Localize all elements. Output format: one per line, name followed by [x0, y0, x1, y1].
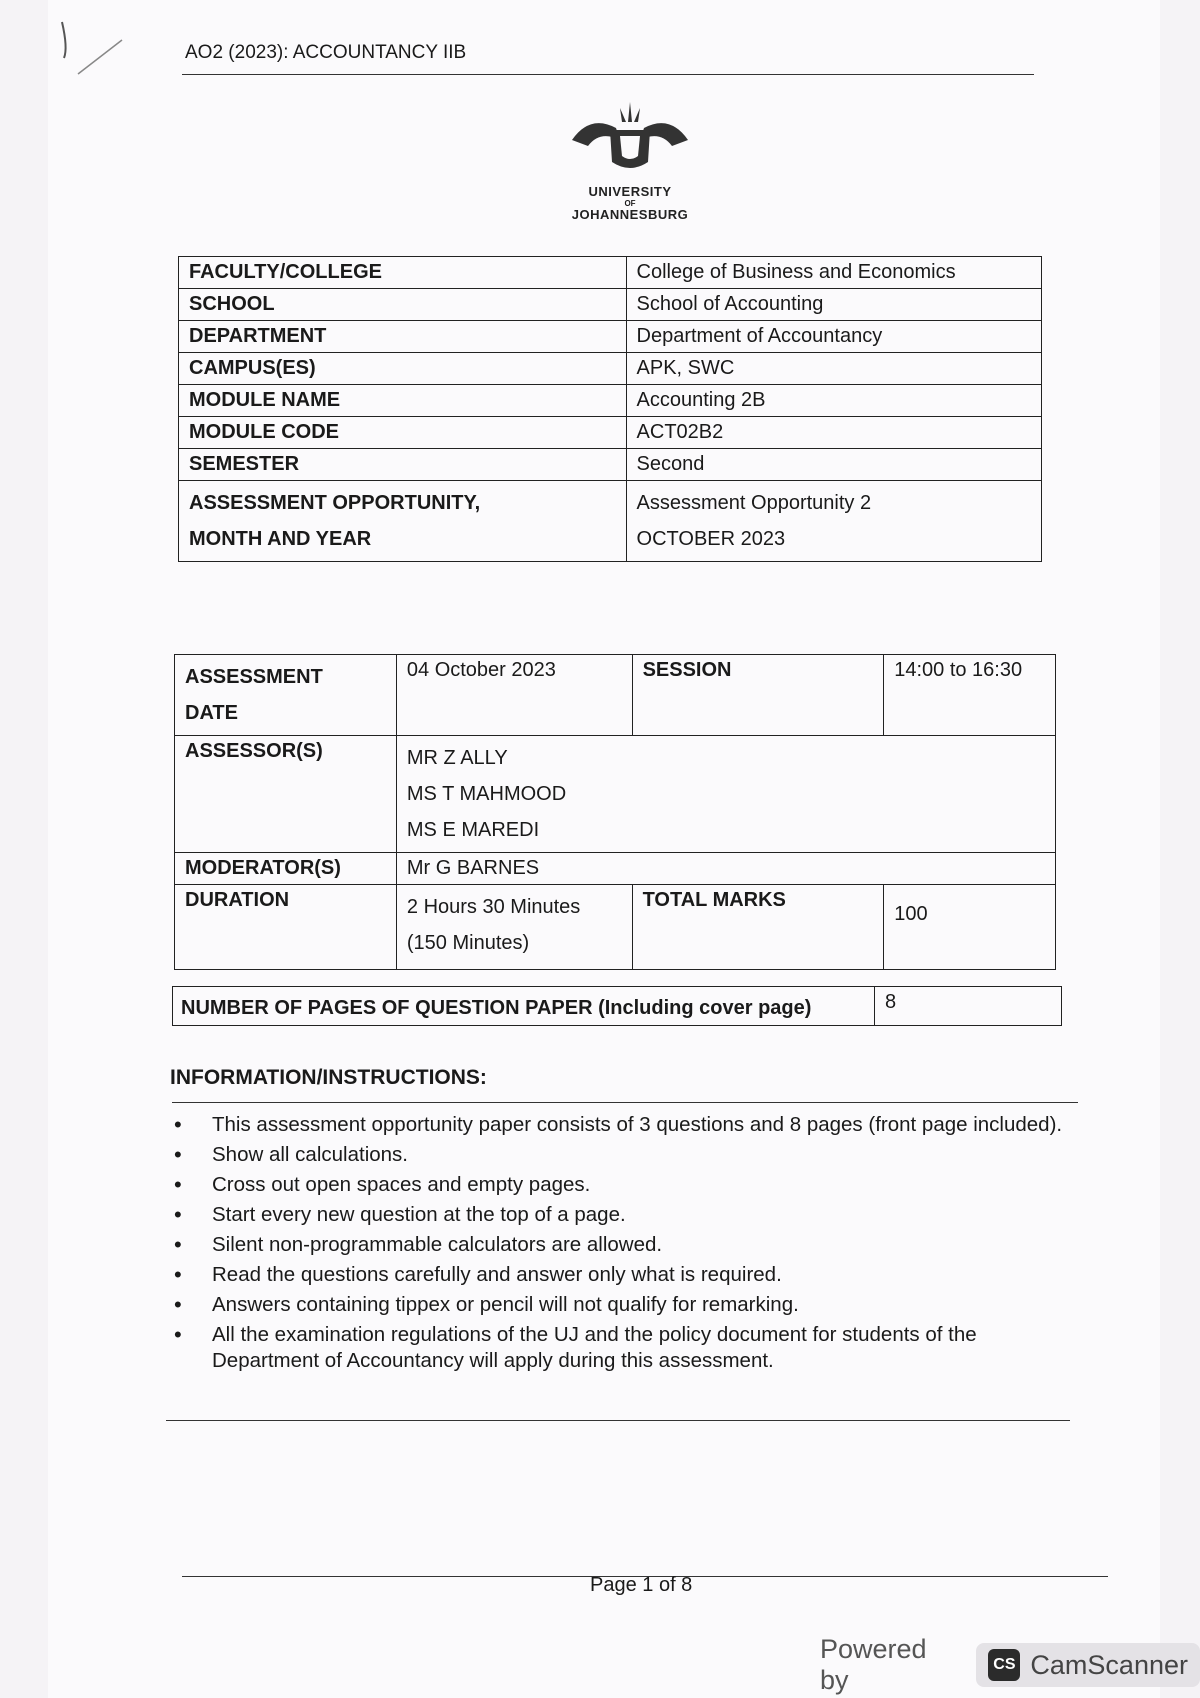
- instructions-list: [172, 1112, 1072, 1378]
- instruction-text: Answers containing tippex or pencil will not qualify for remarking.: [212, 1293, 799, 1316]
- instructions-heading: INFORMATION/INSTRUCTIONS:: [170, 1066, 487, 1089]
- bullet-icon: •: [174, 1262, 182, 1287]
- instruction-text: All the examination regulations of the UJ and the policy document for students of the Department of Accountancy will apply during this assessment.: [212, 1323, 977, 1372]
- instruction-text: Read the questions carefully and answer only what is required.: [212, 1263, 782, 1286]
- opportunity-label-line1: ASSESSMENT OPPORTUNITY,: [189, 492, 481, 514]
- table-row: [179, 321, 1042, 353]
- assessor-name: MS E MAREDI: [406, 819, 540, 841]
- table-row: [175, 853, 1056, 885]
- table-row: [179, 449, 1042, 481]
- duration-value-line1: 2 Hours 30 Minutes: [406, 896, 581, 918]
- opportunity-value-line1: Assessment Opportunity 2: [636, 492, 872, 514]
- campus-value: APK, SWC: [626, 353, 1041, 385]
- instruction-text: This assessment opportunity paper consists of 3 questions and 8 pages (front page included).: [212, 1113, 1063, 1136]
- bullet-icon: •: [174, 1202, 182, 1227]
- module-name-value: Accounting 2B: [626, 385, 1041, 417]
- moderator-value: Mr G BARNES: [396, 853, 1055, 885]
- bullet-icon: •: [174, 1322, 182, 1347]
- list-item: [172, 1322, 1072, 1374]
- bullet-icon: •: [174, 1292, 182, 1317]
- table-row: [179, 417, 1042, 449]
- number-of-pages-box: [172, 986, 1062, 1026]
- bullet-icon: •: [174, 1172, 182, 1197]
- module-code-value: ACT02B2: [626, 417, 1041, 449]
- list-item: [172, 1142, 1072, 1168]
- camscanner-watermark: [820, 1634, 1200, 1696]
- camscanner-badge: [976, 1643, 1200, 1687]
- list-item: [172, 1292, 1072, 1318]
- assessor-name: MR Z ALLY: [406, 747, 508, 769]
- logo-line-johannesburg: JOHANNESBURG: [571, 207, 689, 222]
- table-row: [175, 655, 1056, 736]
- crest-icon: [560, 100, 700, 180]
- table-row: [179, 289, 1042, 321]
- opportunity-value: [626, 481, 1041, 562]
- school-label: SCHOOL: [179, 289, 627, 321]
- assessors-value: [396, 736, 1055, 853]
- instructions-rule-bottom: [166, 1420, 1070, 1421]
- session-value: 14:00 to 16:30: [884, 655, 1056, 736]
- module-code-label: MODULE CODE: [179, 417, 627, 449]
- assessor-name: MS T MAHMOOD: [406, 783, 567, 805]
- powered-by-text: Powered by: [820, 1634, 927, 1695]
- total-marks-label: TOTAL MARKS: [632, 885, 884, 970]
- assessment-date-label-line2: DATE: [185, 702, 238, 724]
- assessment-table: [174, 654, 1056, 970]
- opportunity-label-line2: MONTH AND YEAR: [189, 528, 372, 550]
- assessors-label: ASSESSOR(S): [175, 736, 397, 853]
- table-row: [179, 353, 1042, 385]
- table-row: [179, 385, 1042, 417]
- department-label: DEPARTMENT: [179, 321, 627, 353]
- assessment-date-value: 04 October 2023: [396, 655, 632, 736]
- number-of-pages-label: NUMBER OF PAGES OF QUESTION PAPER (Including cover page): [173, 987, 875, 1025]
- instruction-text: Cross out open spaces and empty pages.: [212, 1173, 591, 1196]
- department-value: Department of Accountancy: [626, 321, 1041, 353]
- bullet-icon: •: [174, 1232, 182, 1257]
- pen-mark-icon: [60, 18, 130, 78]
- university-logo: [560, 100, 700, 222]
- school-value: School of Accounting: [626, 289, 1041, 321]
- instruction-text: Start every new question at the top of a page.: [212, 1203, 626, 1226]
- duration-label: DURATION: [175, 885, 397, 970]
- module-name-label: MODULE NAME: [179, 385, 627, 417]
- table-row: [179, 481, 1042, 562]
- assessment-date-label: [175, 655, 397, 736]
- table-row: [179, 257, 1042, 289]
- header-title: AO2 (2023): ACCOUNTANCY IIB: [185, 42, 467, 63]
- bullet-icon: •: [174, 1142, 182, 1167]
- total-marks-value: 100: [884, 885, 1056, 970]
- opportunity-label: [179, 481, 627, 562]
- page-number: Page 1 of 8: [590, 1574, 693, 1596]
- list-item: [172, 1202, 1072, 1228]
- semester-label: SEMESTER: [179, 449, 627, 481]
- logo-line-university: UNIVERSITY: [588, 184, 672, 199]
- campus-label: CAMPUS(ES): [179, 353, 627, 385]
- faculty-value: College of Business and Economics: [626, 257, 1041, 289]
- session-label: SESSION: [632, 655, 884, 736]
- number-of-pages-value: 8: [885, 991, 897, 1013]
- header-rule: [182, 74, 1034, 75]
- duration-value-line2: (150 Minutes): [406, 932, 530, 954]
- semester-value: Second: [626, 449, 1041, 481]
- instruction-text: Show all calculations.: [212, 1143, 408, 1166]
- list-item: [172, 1262, 1072, 1288]
- opportunity-value-line2: OCTOBER 2023: [636, 528, 786, 550]
- table-row: [175, 736, 1056, 853]
- list-item: [172, 1232, 1072, 1258]
- list-item: [172, 1112, 1072, 1138]
- list-item: [172, 1172, 1072, 1198]
- duration-value: [396, 885, 632, 970]
- assessment-date-label-line1: ASSESSMENT: [185, 666, 323, 688]
- table-row: [175, 885, 1056, 970]
- camscanner-logo-icon: CS: [988, 1649, 1020, 1681]
- module-info-table: [178, 256, 1042, 562]
- instruction-text: Silent non-programmable calculators are allowed.: [212, 1233, 663, 1256]
- logo-line-of: OF: [624, 199, 636, 208]
- bullet-icon: •: [174, 1112, 182, 1137]
- moderators-label: MODERATOR(S): [175, 853, 397, 885]
- faculty-label: FACULTY/COLLEGE: [179, 257, 627, 289]
- camscanner-brand: CamScanner: [1030, 1649, 1188, 1680]
- instructions-rule-top: [172, 1102, 1078, 1103]
